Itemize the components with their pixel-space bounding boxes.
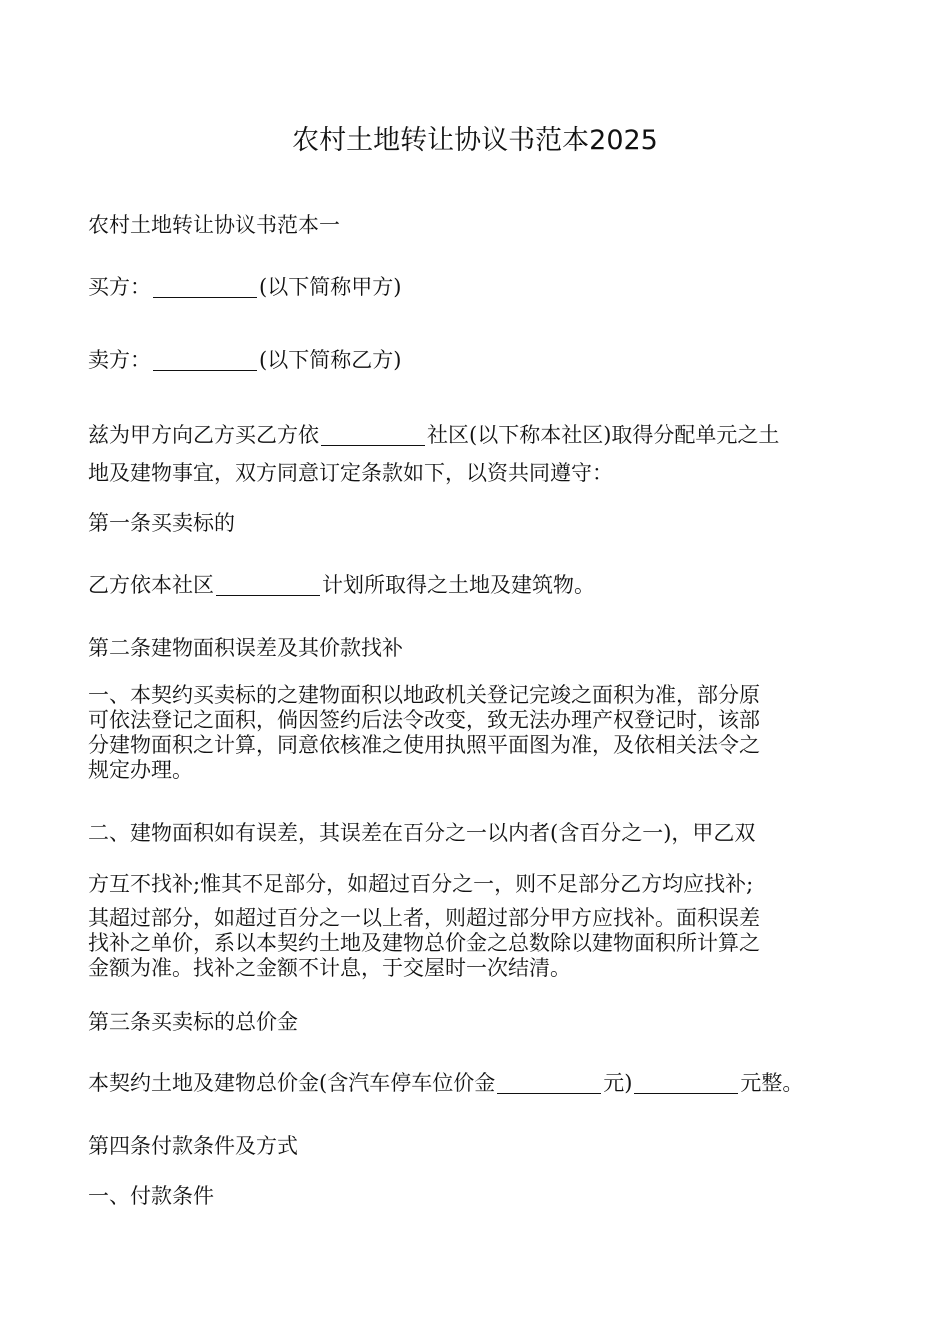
- buyer-blank: [153, 275, 257, 298]
- article-2-para-1: [88, 683, 868, 783]
- article-3-heading: 第三条买卖标的总价金: [88, 1010, 298, 1034]
- article-2-para-2-line-2: 方互不找补;惟其不足部分，如超过百分之一，则不足部分乙方均应找补;: [88, 872, 754, 896]
- buyer-note: (以下简称甲方): [259, 275, 402, 299]
- community-blank: [321, 423, 425, 446]
- article-1-heading: 第一条买卖标的: [88, 511, 235, 535]
- preamble-line-1: [88, 420, 868, 450]
- article-2-para-1-line: 规定办理。: [88, 758, 193, 782]
- article-1-text-a: 乙方依本社区: [88, 573, 214, 597]
- article-2-para-1-line: 可依法登记之面积，倘因签约后法令改变，致无法办理产权登记时，该部: [88, 708, 760, 732]
- seller-note: (以下简称乙方): [259, 348, 402, 372]
- article-3-text: [88, 1068, 868, 1098]
- article-2-heading: 第二条建物面积误差及其价款找补: [88, 636, 403, 660]
- article-3-text-c: 元整。: [740, 1071, 804, 1095]
- preamble-text-b: 社区(以下称本社区)取得分配单元之土: [427, 423, 780, 447]
- article-1-text-b: 计划所取得之土地及建筑物。: [322, 573, 595, 597]
- preamble-line-2: 地及建物事宜，双方同意订定条款如下，以资共同遵守：: [88, 461, 613, 485]
- section-subtitle: 农村土地转让协议书范本一: [88, 213, 340, 237]
- article-2-para-1-line: 分建物面积之计算，同意依核准之使用执照平面图为准，及依相关法令之: [88, 733, 760, 757]
- article-2-para-2-line: 找补之单价，系以本契约土地及建物总价金之总数除以建物面积所计算之: [88, 931, 760, 955]
- article-2-para-2-line: 金额为准。找补之金额不计息，于交屋时一次结清。: [88, 956, 571, 980]
- plan-blank: [216, 573, 320, 596]
- article-2-para-2-line-1: 二、建物面积如有误差，其误差在百分之一以内者(含百分之一)，甲乙双: [88, 821, 756, 845]
- article-4-sub-1: 一、付款条件: [88, 1184, 214, 1208]
- preamble-text-a: 兹为甲方向乙方买乙方依: [88, 423, 319, 447]
- article-2-para-1-line: 一、本契约买卖标的之建物面积以地政机关登记完竣之面积为准，部分原: [88, 683, 760, 707]
- article-2-para-2-cont: [88, 906, 868, 981]
- buyer-label: 买方：: [88, 275, 151, 299]
- parking-price-blank: [497, 1071, 601, 1094]
- article-3-text-a: 本契约土地及建物总价金(含汽车停车位价金: [88, 1071, 496, 1095]
- article-3-text-b: 元): [603, 1071, 633, 1095]
- seller-label: 卖方：: [88, 348, 151, 372]
- buyer-line: [88, 272, 868, 302]
- article-2-para-2-line: 其超过部分，如超过百分之一以上者，则超过部分甲方应找补。面积误差: [88, 906, 760, 930]
- document-title: 农村土地转让协议书范本2025: [292, 125, 658, 156]
- seller-blank: [153, 348, 257, 371]
- total-price-blank: [634, 1071, 738, 1094]
- article-4-heading: 第四条付款条件及方式: [88, 1134, 298, 1158]
- seller-line: [88, 345, 868, 375]
- article-1-text: [88, 570, 868, 600]
